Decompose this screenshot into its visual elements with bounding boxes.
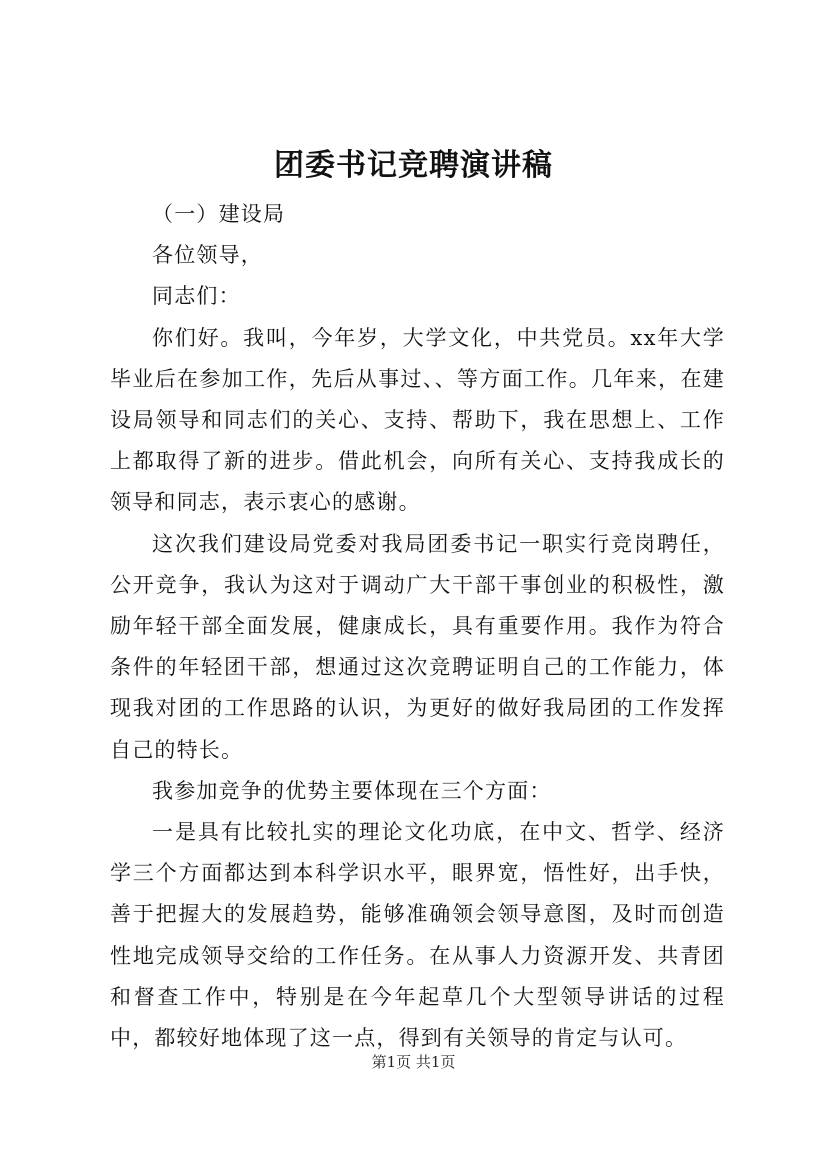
document-body <box>110 194 725 1059</box>
paragraph-advantage-one: 一是具有比较扎实的理论文化功底，在中文、哲学、经济学三个方面都达到本科学识水平，眼界宽，悟性好，出手快，善于把握大的发展趋势，能够准确领会领导意图，及时而创造性地完成领导交给的工作任务。在从事人力资源开发、共青团和督查工作中，特别是在今年起草几个大型领导讲话的过程中，都较好地体现了这一点，得到有关领导的肯定与认可。 <box>110 820 725 1051</box>
page-footer: 第1页 共1页 <box>371 1053 456 1071</box>
paragraph-competition-purpose: 这次我们建设局党委对我局团委书记一职实行竞岗聘任，公开竞争，我认为这对于调动广大干部干事创业的积极性，激励年轻干部全面发展，健康成长，具有重要作用。我作为符合条件的年轻团干部，想通过这次竞聘证明自己的工作能力，体现我对团的工作思路的认识，为更好的做好我局团的工作发挥自己的特长。 <box>110 531 725 762</box>
paragraph-introduction: 你们好。我叫，今年岁，大学文化，中共党员。xx年大学毕业后在参加工作，先后从事过、、等方面工作。几年来，在建设局领导和同志们的关心、支持、帮助下，我在思想上、工作上都取得了新的进步。借此机会，向所有关心、支持我成长的领导和同志，表示衷心的感谢。 <box>110 325 725 515</box>
paragraph-salutation-leaders: 各位领导， <box>152 243 263 268</box>
paragraph-advantages-intro: 我参加竞争的优势主要体现在三个方面： <box>152 778 552 803</box>
document-title: 团委书记竞聘演讲稿 <box>274 148 553 183</box>
paragraph-salutation-comrades: 同志们： <box>152 284 241 309</box>
paragraph-section-heading: （一）建设局 <box>152 202 286 226</box>
